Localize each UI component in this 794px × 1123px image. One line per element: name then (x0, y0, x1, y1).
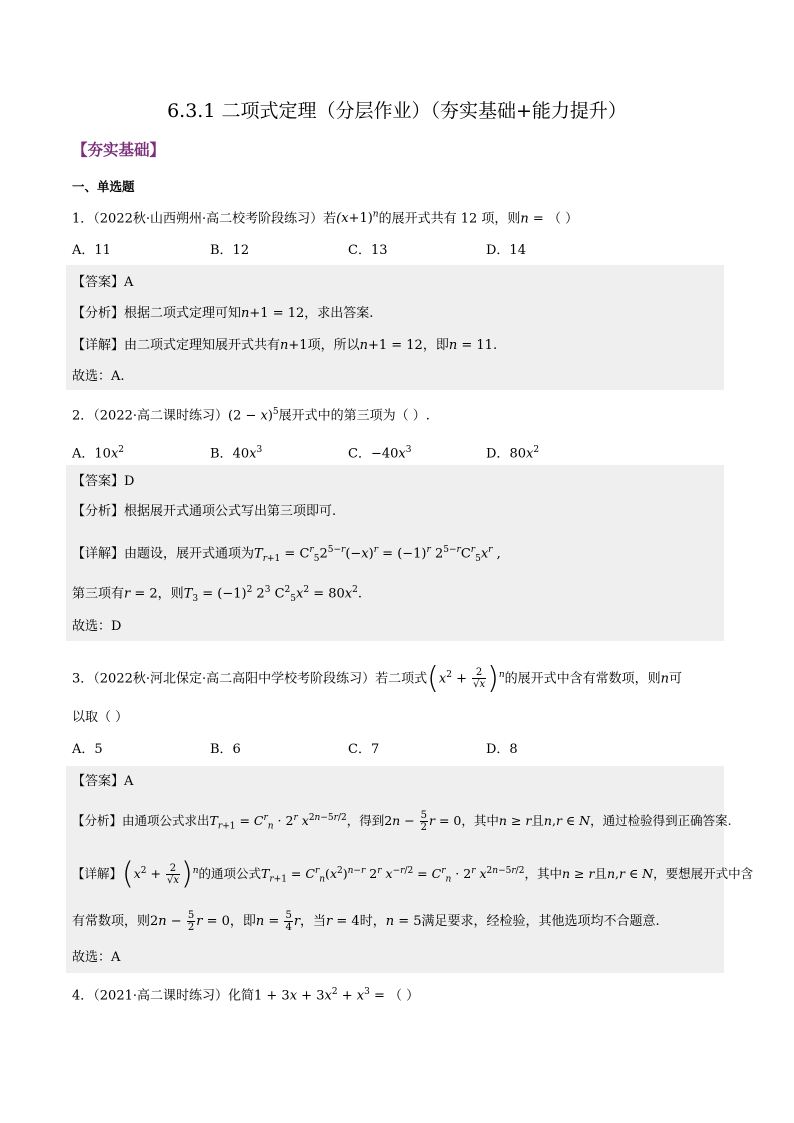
question-2-conclusion: 故选：D (72, 619, 122, 634)
question-3-answer: 【答案】A (72, 774, 134, 789)
question-1-conclusion: 故选：A. (72, 369, 125, 384)
question-1-answer: 【答案】A (72, 275, 134, 290)
question-1-option-b: B．12 (210, 243, 250, 258)
question-1-analysis: 【分析】根据二项式定理可知n+1 = 12，求出答案. (72, 306, 374, 321)
question-1-option-a: A．11 (72, 243, 111, 258)
question-2-detail-line-2: 第三项有r = 2，则$T_3 = (-1)^2$ $2^3$ $C^2_5x^2 = 80x^2$. (72, 585, 362, 604)
question-3-option-c: C．7 (348, 742, 380, 757)
question-2-option-c: C．$-40x^3$ (348, 445, 412, 462)
question-3-option-d: D．8 (486, 742, 518, 757)
question-2-analysis: 【分析】根据展开式通项公式写出第三项即可. (72, 504, 337, 519)
question-1-option-c: C．13 (348, 243, 388, 258)
question-2-answer: 【答案】D (72, 474, 135, 489)
question-3-analysis: 【分析】由通项公式求出$T_{r+1} = C^r_n \cdot 2^r$ $x^{2n-5r/2}$，得到2n − $\frac{5}{2}$ r = 0，其中n ≥ r且n,r ∈ N，通过检验得到正确答案. (72, 810, 732, 834)
question-1-detail: 【详解】由二项式定理知展开式共有n+1项，所以n+1 = 12，即n = 11. (72, 338, 498, 353)
question-3-detail: 【详解】($x^2$ + $\frac{2}{√x}$ )$^n$的通项公式$T_{r+1} = C^r_n(x^2)^{n-r}$ 2$^r$ $x^{-r/2} = C^r_n \cdot 2^r$ $x^{2n-5r/2}$，其中n ≥ r且n,r ∈ N，要想展开式中含 (72, 856, 754, 892)
question-3-option-b: B．6 (210, 742, 241, 757)
question-2-detail: 【详解】由题设，展开式通项为$T_{r+1} = C^r_52^{5-r}(-x)^r = (-1)^r$ $2^{5-r}C^r_5x^r$ , (72, 545, 501, 564)
question-2-stem: 2．（2022·高二课时练习）$(2 - x)^5$展开式中的第三项为（ ）. (72, 407, 430, 424)
page-title: 6.3.1 二项式定理（分层作业）（夯实基础+能力提升） (167, 100, 627, 122)
question-2-option-d: D．$80x^2$ (486, 445, 540, 462)
question-3-detail-line-2: 有常数项，则2n − $\frac{5}{2}$ r = 0，即n = $\frac{5}{4}$ r，当r = 4时，n = 5满足要求，经检验，其他选项均不合题意. (72, 910, 660, 933)
question-3-conclusion: 故选：A (72, 950, 121, 965)
question-1-stem: 1．（2022秋·山西朔州·高二校考阶段练习）若$(x+1)^n$的展开式共有 12 项，则n = （ ） (72, 210, 579, 227)
subsection-heading: 一、单选题 (72, 179, 135, 194)
question-3-stem-line-2: 以取（ ） (72, 710, 129, 725)
question-2-option-b: B．$40x^3$ (210, 445, 263, 462)
question-1-option-d: D．14 (486, 243, 526, 258)
question-3-option-a: A．5 (72, 742, 103, 757)
question-3-stem: 3．（2022秋·河北保定·高二高阳中学校考阶段练习）若二项式($x^2$ + $\frac{2}{√x}$ )$^n$的展开式中含有常数项，则n可 (72, 660, 683, 696)
question-4-stem: 4．（2021·高二课时练习）化简$1 + 3x + 3x^2 + x^3$ = （ ） (72, 987, 420, 1004)
question-1-solution-box (66, 265, 724, 390)
section-heading: 【夯实基础】 (72, 140, 166, 159)
question-2-option-a: A．$10x^2$ (72, 445, 125, 462)
